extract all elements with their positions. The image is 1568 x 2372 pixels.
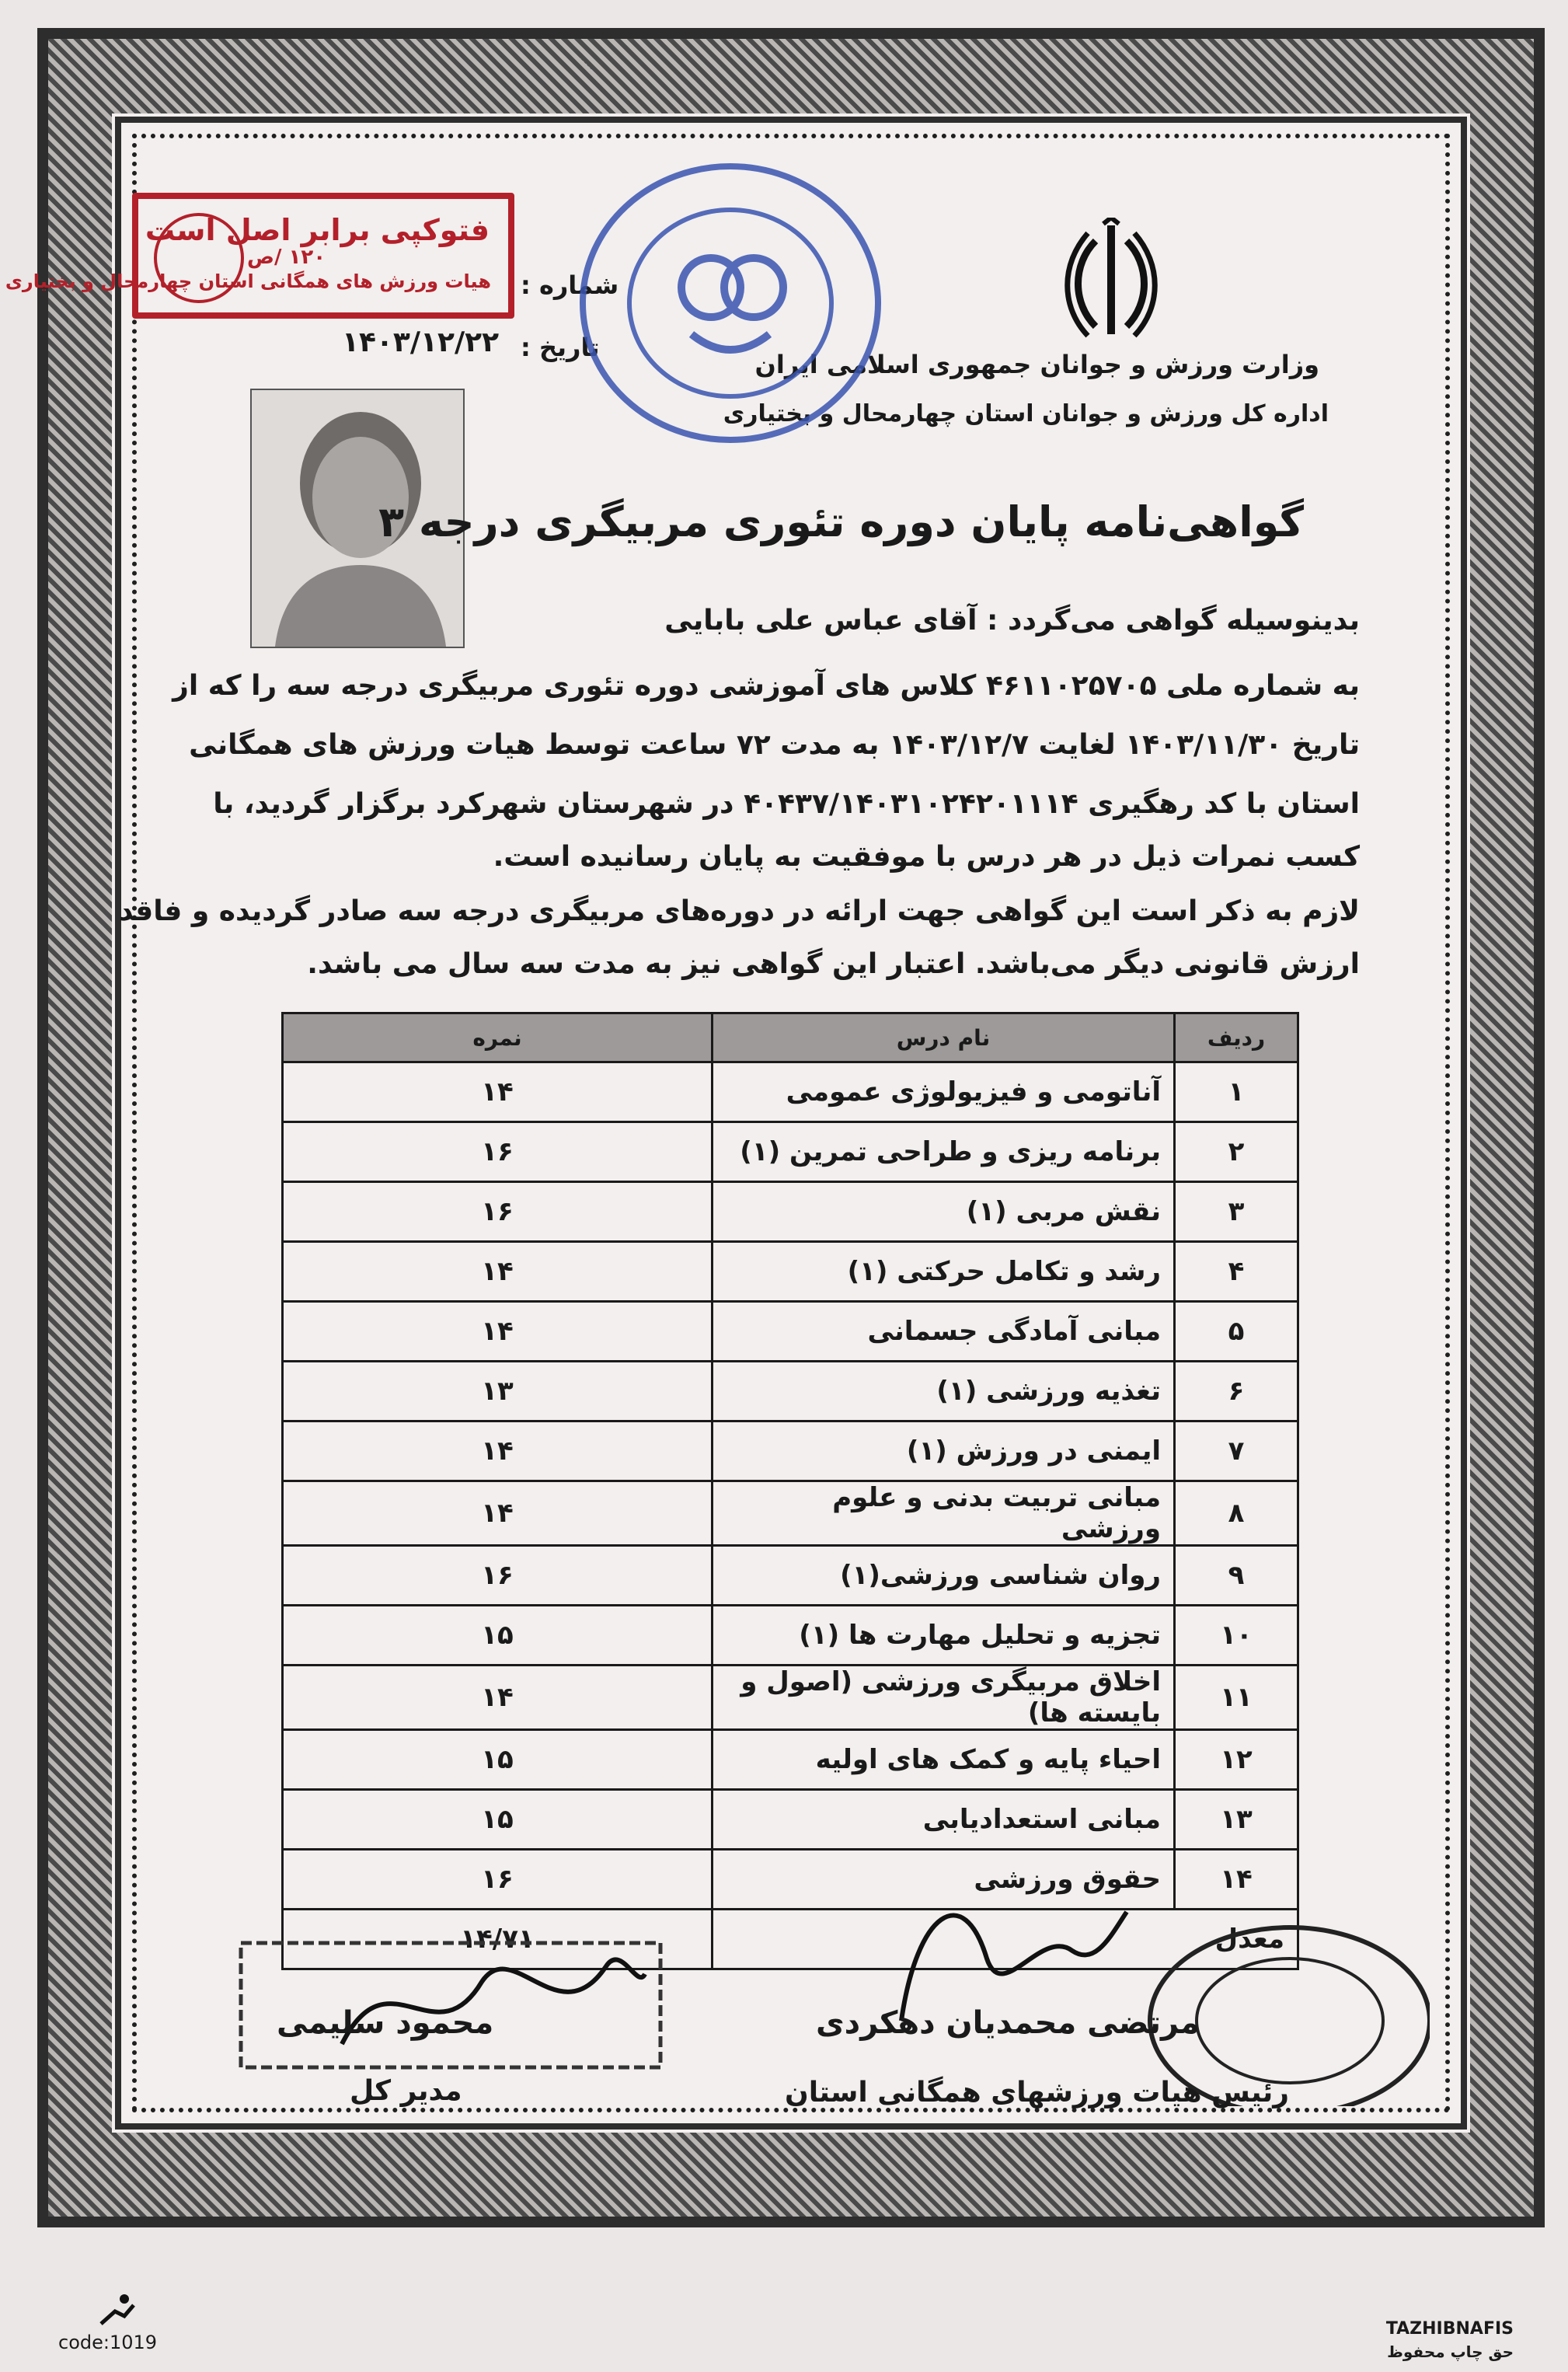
body-line-2: به شماره ملی ۴۶۱۱۰۲۵۷۰۵ کلاس های آموزشی دوره تئوری مربیگری درجه سه را که از <box>172 670 1360 702</box>
table-row <box>283 1790 1298 1850</box>
course-grade: ۱۴ <box>283 1666 713 1730</box>
course-name: اخلاق مربیگری ورزشی (اصول و بایسته ها) <box>713 1666 1175 1730</box>
federation-seal-icon <box>575 155 886 451</box>
course-grade: ۱۴ <box>283 1421 713 1481</box>
row-number: ۱۳ <box>1175 1790 1298 1850</box>
average-label: معدل <box>713 1910 1298 1969</box>
course-grade: ۱۶ <box>283 1182 713 1242</box>
course-name: رشد و تکامل حرکتی (۱) <box>713 1242 1175 1302</box>
table-row <box>283 1182 1298 1242</box>
course-name: تغذیه ورزشی (۱) <box>713 1362 1175 1421</box>
document-code: code:1019 <box>58 2332 158 2353</box>
course-name: ایمنی در ورزش (۱) <box>713 1421 1175 1481</box>
course-grade: ۱۴ <box>283 1481 713 1546</box>
copy-certified-stamp <box>5 193 514 319</box>
row-number: ۱۲ <box>1175 1730 1298 1790</box>
row-number: ۱۱ <box>1175 1666 1298 1730</box>
course-grade: ۱۳ <box>283 1362 713 1421</box>
body-line-7: ارزش قانونی دیگر می‌باشد. اعتبار این گواهی نیز به مدت سه سال می باشد. <box>307 948 1360 980</box>
table-row <box>283 1730 1298 1790</box>
course-name: برنامه ریزی و طراحی تمرین (۱) <box>713 1122 1175 1182</box>
director-title: مدیر کل <box>350 2075 462 2107</box>
header-course-name: نام درس <box>713 1013 1175 1062</box>
table-row <box>283 1362 1298 1421</box>
row-number: ۳ <box>1175 1182 1298 1242</box>
body-line-4: استان با کد رهگیری ۴۰۴۳۷/۱۴۰۳۱۰۲۴۲۰۱۱۱۴ در شهرستان شهرکرد برگزار گردید، با <box>213 788 1360 820</box>
course-grade: ۱۴ <box>283 1302 713 1362</box>
stamp-number-fragment: ۱۲۰ /ص <box>247 246 326 269</box>
course-name: مبانی آمادگی جسمانی <box>713 1302 1175 1362</box>
body-line-6: لازم به ذکر است این گواهی جهت ارائه در دوره‌های مربیگری درجه سه صادر گردیده و فاقد <box>118 895 1360 927</box>
copyright-notice: حق چاپ محفوظ <box>1387 2342 1514 2361</box>
course-grade: ۱۵ <box>283 1730 713 1790</box>
average-value: ۱۴/۷۱ <box>283 1910 713 1969</box>
course-name: آناتومی و فیزیولوژی عمومی <box>713 1062 1175 1122</box>
stamp-copy-text: فتوکپی برابر اصل است <box>145 213 490 247</box>
federation-head-name: مرتضی محمدیان دهکردی <box>816 2005 1200 2041</box>
row-number: ۷ <box>1175 1421 1298 1481</box>
certificate-title: گواهی‌نامه پایان دوره تئوری مربیگری درجه ۳ <box>378 497 1304 546</box>
course-grade: ۱۵ <box>283 1790 713 1850</box>
header-row-number: ردیف <box>1175 1013 1298 1062</box>
runner-logo-icon <box>93 2293 140 2328</box>
course-grade: ۱۶ <box>283 1122 713 1182</box>
table-row <box>283 1421 1298 1481</box>
iran-emblem-icon <box>1064 218 1158 342</box>
ministry-name: وزارت ورزش و جوانان جمهوری اسلامی ایران <box>754 350 1319 379</box>
row-number: ۹ <box>1175 1546 1298 1606</box>
row-number: ۸ <box>1175 1481 1298 1546</box>
table-row <box>283 1302 1298 1362</box>
table-row <box>283 1062 1298 1122</box>
body-line-3: تاریخ ۱۴۰۳/۱۱/۳۰ لغایت ۱۴۰۳/۱۲/۷ به مدت ۷۲ ساعت توسط هیات ورزش های همگانی <box>189 729 1360 761</box>
stamp-organization-text: هیات ورزش های همگانی استان چهارمحال و بختیاری <box>5 270 491 292</box>
row-number: ۱۰ <box>1175 1606 1298 1666</box>
grades-table-header <box>283 1013 1298 1062</box>
course-name: مبانی استعدادیابی <box>713 1790 1175 1850</box>
course-grade: ۱۴ <box>283 1062 713 1122</box>
date-label: تاریخ : <box>521 333 600 362</box>
director-name: محمود سلیمی <box>277 2005 494 2041</box>
row-number: ۱ <box>1175 1062 1298 1122</box>
course-grade: ۱۴ <box>283 1242 713 1302</box>
course-name: روان شناسی ورزشی(۱) <box>713 1546 1175 1606</box>
federation-head-title: رئیس هیات ورزشهای همگانی استان <box>785 2077 1289 2109</box>
table-row <box>283 1122 1298 1182</box>
course-name: تجزیه و تحلیل مهارت ها (۱) <box>713 1606 1175 1666</box>
row-number: ۲ <box>1175 1122 1298 1182</box>
table-row <box>283 1546 1298 1606</box>
row-number: ۴ <box>1175 1242 1298 1302</box>
provincial-office-name: اداره کل ورزش و جوانان استان چهارمحال و بختیاری <box>723 400 1329 427</box>
row-number: ۱۴ <box>1175 1850 1298 1910</box>
course-grade: ۱۵ <box>283 1606 713 1666</box>
course-grade: ۱۶ <box>283 1850 713 1910</box>
date-value: ۱۴۰۳/۱۲/۲۲ <box>342 326 500 358</box>
stamp-logo-icon <box>154 213 244 303</box>
row-number: ۶ <box>1175 1362 1298 1421</box>
table-row <box>283 1242 1298 1302</box>
body-line-5: کسب نمرات ذیل در هر درس با موفقیت به پایان رسانیده است. <box>493 841 1360 873</box>
grades-table <box>281 1012 1299 1970</box>
course-name: نقش مربی (۱) <box>713 1182 1175 1242</box>
table-row <box>283 1666 1298 1730</box>
number-label: شماره : <box>521 270 619 300</box>
certifies-line: بدینوسیله گواهی می‌گردد : آقای عباس علی بابایی <box>664 605 1360 637</box>
course-name: احیاء پایه و کمک های اولیه <box>713 1730 1175 1790</box>
table-row <box>283 1481 1298 1546</box>
course-grade: ۱۶ <box>283 1546 713 1606</box>
course-name: حقوق ورزشی <box>713 1850 1175 1910</box>
header-grade: نمره <box>283 1013 713 1062</box>
row-number: ۵ <box>1175 1302 1298 1362</box>
course-name: مبانی تربیت بدنی و علوم ورزشی <box>713 1481 1175 1546</box>
printer-brand: TAZHIBNAFIS <box>1385 2319 1514 2339</box>
table-row <box>283 1606 1298 1666</box>
